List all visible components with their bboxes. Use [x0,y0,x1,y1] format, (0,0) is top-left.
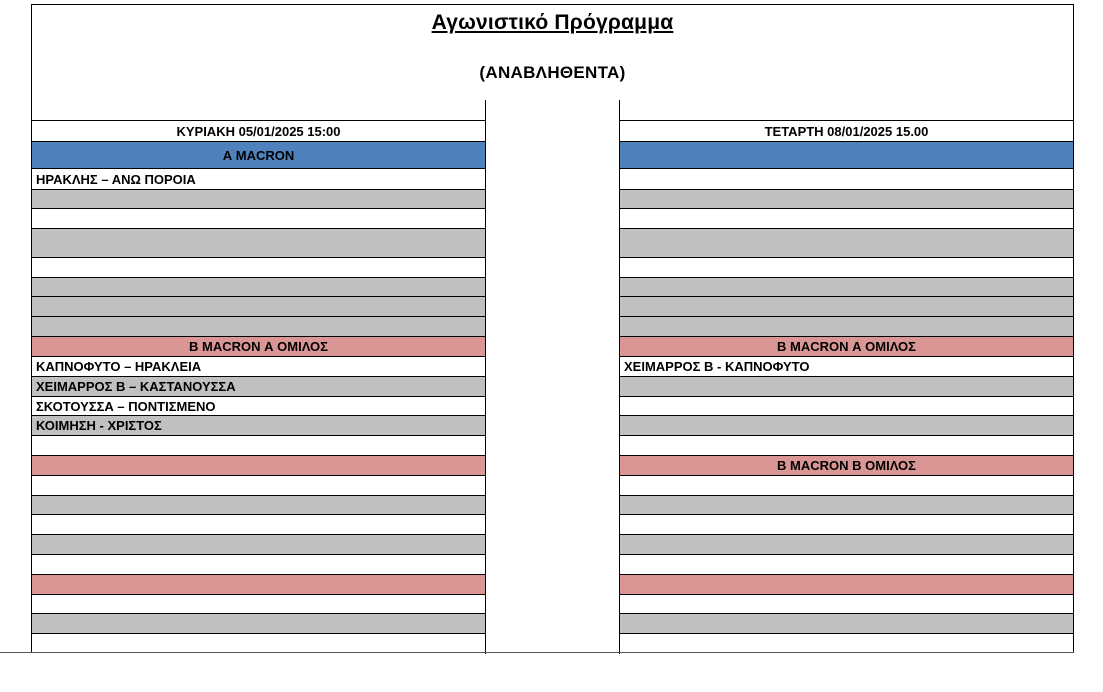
empty-row [32,476,485,496]
empty-group-header [32,456,485,476]
empty-row [620,317,1073,337]
empty-row [620,278,1073,297]
middle-separator-column [485,100,620,654]
empty-row [32,317,485,337]
schedule-sheet [31,4,1074,653]
empty-row [32,535,485,555]
empty-row [620,515,1073,535]
left-group-a-macron-header: Α MACRON [32,142,485,169]
empty-row [32,229,485,258]
empty-row [620,614,1073,634]
right-group-b-b-header: Β MACRON Β ΟΜΙΛΟΣ [620,456,1073,476]
empty-row [620,209,1073,229]
page-subtitle: (ΑΝΑΒΛΗΘΕΝΤΑ) [479,63,626,82]
empty-row [32,436,485,456]
spacer-row [620,100,1073,121]
empty-row [32,634,485,654]
page-title: Αγωνιστικό Πρόγραμμα [431,11,674,34]
empty-row [620,377,1073,397]
empty-row [620,595,1073,614]
empty-row [32,614,485,634]
left-match-row: ΚΑΠΝΟΦΥΤΟ – ΗΡΑΚΛΕΙΑ [32,357,485,377]
left-match-row: ΚΟΙΜΗΣΗ - ΧΡΙΣΤΟΣ [32,416,485,436]
empty-row [620,169,1073,190]
empty-row [32,595,485,614]
right-group-b-a-header: Β MACRON Α ΟΜΙΛΟΣ [620,337,1073,357]
empty-row [620,535,1073,555]
right-blue-header [620,142,1073,169]
empty-row [620,416,1073,436]
empty-row [32,190,485,209]
empty-row [620,436,1073,456]
right-match-row: ΧΕΙΜΑΡΡΟΣ Β - ΚΑΠΝΟΦΥΤΟ [620,357,1073,377]
empty-row [32,496,485,515]
spacer-row [32,100,485,121]
left-date-row: ΚΥΡΙΑΚΗ 05/01/2025 15:00 [32,121,485,142]
empty-row [620,555,1073,575]
empty-row [620,229,1073,258]
left-group-b-a-header: Β MACRON Α ΟΜΙΛΟΣ [32,337,485,357]
left-match-row: ΧΕΙΜΑΡΡΟΣ Β – ΚΑΣΤΑΝΟΥΣΣΑ [32,377,485,397]
empty-group-header [620,575,1073,595]
right-schedule-column [620,100,1073,654]
empty-row [32,297,485,317]
empty-row [32,555,485,575]
empty-row [620,297,1073,317]
empty-row [32,258,485,278]
left-match-row: ΣΚΟΤΟΥΣΣΑ – ΠΟΝΤΙΣΜΕΝΟ [32,397,485,416]
empty-row [32,515,485,535]
bottom-rule [0,652,1074,653]
empty-row [620,476,1073,496]
empty-row [620,397,1073,416]
right-date-row: ΤΕΤΑΡΤΗ 08/01/2025 15.00 [620,121,1073,142]
empty-row [620,190,1073,209]
empty-group-header [32,575,485,595]
empty-row [620,634,1073,654]
empty-row [32,278,485,297]
left-match-row: ΗΡΑΚΛΗΣ – ΑΝΩ ΠΟΡΟΙΑ [32,169,485,190]
empty-row [620,258,1073,278]
left-schedule-column [32,100,485,654]
empty-row [620,496,1073,515]
document-header [32,5,1073,101]
empty-row [32,209,485,229]
